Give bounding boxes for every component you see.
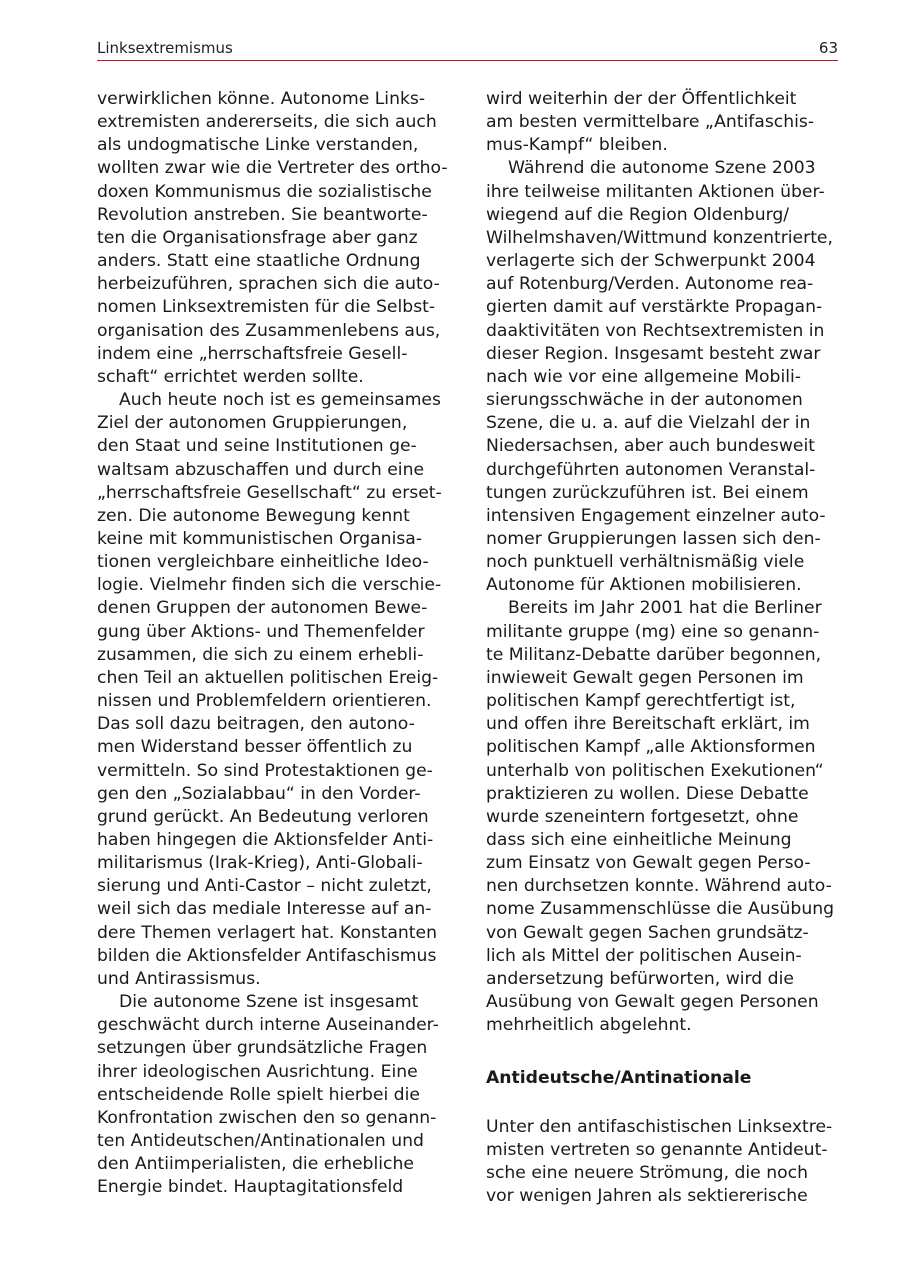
text-line: politischen Kampf „alle Aktionsformen [486,737,816,758]
text-line: nome Zusammenschlüsse die Ausübung [486,899,835,920]
text-line: gen den „Sozialabbau“ in den Vorder- [97,783,421,804]
text-line: dieser Region. Insgesamt besteht zwar [486,343,821,364]
text-line: dass sich eine einheitliche Meinung [486,830,792,850]
paragraph [486,157,842,597]
text-line: Energie bindet. Hauptagitationsfeld [97,1177,404,1198]
text-line: schaft“ errichtet werden sollte. [97,366,364,387]
text-line: militante gruppe (mg) eine so genann- [486,621,820,642]
section-subheading: Antideutsche/Antinationale [486,1068,752,1089]
text-line: mehrheitlich abgelehnt. [486,1015,692,1036]
running-header [97,38,838,61]
text-line: nomen Linksextremisten für die Selbst- [97,297,436,318]
text-line: mus-Kampf“ bleiben. [486,135,668,156]
text-line: grund gerückt. An Bedeutung verloren [97,806,429,827]
text-line: chen Teil an aktuellen politischen Ereig- [97,667,439,688]
text-line: wollten zwar wie die Vertreter des ortho- [97,158,448,179]
paragraph [486,1116,842,1209]
text-line: andersetzung befürworten, wird die [486,968,794,989]
text-line: von Gewalt gegen Sachen grundsätz- [486,922,809,943]
text-line: zusammen, die sich zu einem erhebli- [97,644,424,665]
text-line: Während die autonome Szene 2003 [508,158,816,179]
text-line: unterhalb von politischen Exekutionen“ [486,760,824,781]
text-line: Szene, die u. a. auf die Vielzahl der in [486,413,811,434]
text-line: geschwächt durch interne Auseinander- [97,1015,439,1036]
text-line: ihre teilweise militanten Aktionen über- [486,181,825,202]
text-line: gierten damit auf verstärkte Propagan- [486,297,823,318]
text-line: Ausübung von Gewalt gegen Personen [486,992,819,1013]
text-line: te Militanz-Debatte darüber begonnen, [486,644,822,665]
text-line: Autonome für Aktionen mobilisieren. [486,575,802,596]
text-line: intensiven Engagement einzelner auto- [486,505,826,526]
text-line: Die autonome Szene ist insgesamt [119,992,419,1013]
text-line: haben hingegen die Aktionsfelder Anti- [97,830,434,850]
text-line: nissen und Problemfeldern orientieren. [97,691,432,712]
text-line: noch punktuell verhältnismäßig viele [486,552,805,573]
text-line: misten vertreten so genannte Antideut- [486,1139,828,1160]
text-line: sierungsschwäche in der autonomen [486,390,803,411]
text-line: nen durchsetzen konnte. Während auto- [486,876,832,897]
paragraph [97,88,455,389]
text-line: Konfrontation zwischen den so genann- [97,1107,437,1128]
text-line: nomer Gruppierungen lassen sich den- [486,528,821,549]
left-column [97,88,455,1200]
text-line: anders. Statt eine staatliche Ordnung [97,251,421,272]
page-number: 63 [818,39,838,57]
paragraph [486,597,842,1037]
text-line: politischen Kampf gerechtfertigt ist, [486,691,796,712]
text-line: Niedersachsen, aber auch bundesweit [486,436,815,457]
text-line: am besten vermittelbare „Antifaschis- [486,112,815,133]
text-line: herbeizuführen, sprachen sich die auto- [97,274,440,295]
text-line: wird weiterhin der der Öffentlichkeit [486,89,797,109]
text-line: dere Themen verlagert hat. Konstanten [97,922,437,943]
text-line: inwieweit Gewalt gegen Personen im [486,667,804,688]
text-line: durchgeführten autonomen Veranstal- [486,459,816,480]
text-line: ten Antideutschen/Antinationalen und [97,1131,424,1152]
text-line: men Widerstand besser öffentlich zu [97,737,413,758]
text-line: keine mit kommunistischen Organisa- [97,528,423,549]
text-line: logie. Vielmehr finden sich die verschie- [97,575,442,596]
text-line: tionen vergleichbare einheitliche Ideo- [97,552,429,573]
text-line: den Staat und seine Institutionen ge- [97,436,417,457]
text-line: entscheidende Rolle spielt hierbei die [97,1084,420,1105]
paragraph [97,389,455,991]
text-line: militarismus (Irak-Krieg), Anti-Globali- [97,853,423,874]
text-line: und offen ihre Bereitschaft erklärt, im [486,714,810,735]
text-line: verlagerte sich der Schwerpunkt 2004 [486,251,816,272]
text-line: vor wenigen Jahren als sektiererische [486,1186,808,1207]
text-line: praktizieren zu wollen. Diese Debatte [486,783,809,804]
text-line: auf Rotenburg/Verden. Autonome rea- [486,274,814,295]
text-line: ihrer ideologischen Ausrichtung. Eine [97,1061,418,1082]
text-line: organisation des Zusammenlebens aus, [97,320,441,341]
text-line: und Antirassismus. [97,968,261,989]
text-line: setzungen über grundsätzliche Fragen [97,1038,428,1059]
text-line: denen Gruppen der autonomen Bewe- [97,598,428,619]
text-line: Unter den antifaschistischen Linksextre- [486,1116,833,1137]
text-line: tungen zurückzuführen ist. Bei einem [486,482,809,503]
text-line: wurde szeneintern fortgesetzt, ohne [486,806,799,827]
section-title: Linksextremismus [97,39,233,57]
right-column-body [486,88,842,1037]
text-line: extremisten andererseits, die sich auch [97,112,437,133]
text-line: indem eine „herrschaftsfreie Gesell- [97,343,408,364]
text-line: Bereits im Jahr 2001 hat die Berliner [508,598,822,619]
right-column-after-heading [486,1116,842,1209]
text-line: als undogmatische Linke verstanden, [97,135,419,156]
paragraph [486,88,842,157]
text-line: vermitteln. So sind Protestaktionen ge- [97,760,433,781]
text-line: „herrschaftsfreie Gesellschaft“ zu erset- [97,482,442,503]
text-line: Revolution anstreben. Sie beantworte- [97,204,428,225]
text-line: verwirklichen könne. Autonome Links- [97,89,426,109]
text-line: wiegend auf die Region Oldenburg/ [486,204,790,225]
text-line: gung über Aktions- und Themenfelder [97,621,425,642]
text-line: zen. Die autonome Bewegung kennt [97,505,410,526]
text-line: lich als Mittel der politischen Ausein- [486,945,802,966]
text-line: Ziel der autonomen Gruppierungen, [97,413,408,434]
text-line: zum Einsatz von Gewalt gegen Perso- [486,853,811,874]
text-line: Wilhelmshaven/Wittmund konzentrierte, [486,227,833,248]
text-line: bilden die Aktionsfelder Antifaschismus [97,945,437,966]
paragraph [97,991,455,1199]
text-line: waltsam abzuschaffen und durch eine [97,459,425,480]
text-line: Das soll dazu beitragen, den autono- [97,714,415,735]
text-line: sierung und Anti-Castor – nicht zuletzt, [97,876,432,897]
text-line: weil sich das mediale Interesse auf an- [97,899,432,920]
text-line: daaktivitäten von Rechtsextremisten in [486,320,825,341]
text-line: doxen Kommunismus die sozialistische [97,181,432,202]
text-line: ten die Organisationsfrage aber ganz [97,227,418,248]
text-line: nach wie vor eine allgemeine Mobili- [486,366,801,387]
text-line: sche eine neuere Strömung, die noch [486,1162,808,1183]
text-line: Auch heute noch ist es gemeinsames [119,390,441,411]
text-line: den Antiimperialisten, die erhebliche [97,1154,414,1175]
right-column [486,88,842,1208]
